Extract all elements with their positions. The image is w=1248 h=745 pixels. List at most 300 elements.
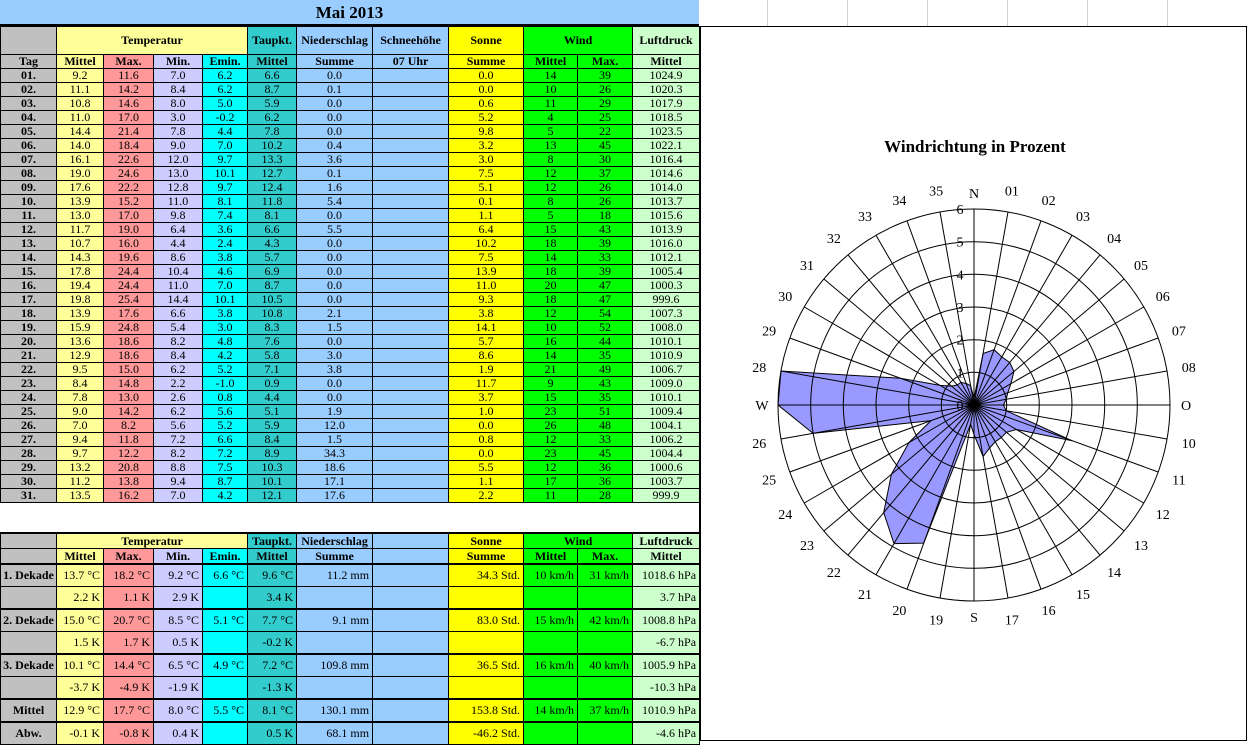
deviation-cell-mittel: 2.2 K [57,587,104,610]
summary-cell-luftdruck: 1010.9 hPa [633,699,700,722]
cell-schneehoehe [373,153,449,167]
cell-luftdruck: 1014.0 [633,181,700,195]
summary-cell-mittel: 13.7 °C [57,564,104,587]
direction-label: 15 [1076,587,1090,603]
day-row [1,433,700,447]
cell-taupkt: 7.6 [248,335,297,349]
cell-niederschlag: 17.1 [297,475,373,489]
cell-schneehoehe [373,209,449,223]
day-row [1,251,700,265]
sub-mittel: Mittel [57,55,104,69]
summary-cell-niederschlag: 9.1 mm [297,609,373,632]
cell-max: 15.2 [104,195,154,209]
cell-emin: -1.0 [203,377,248,391]
cell-niederschlag: 12.0 [297,419,373,433]
cell-taupkt: 4.4 [248,391,297,405]
deviation-cell-schneehoehe [373,587,449,610]
cell-max: 13.8 [104,475,154,489]
cell-schneehoehe [373,461,449,475]
day-row [1,489,700,503]
cell-wind-max: 36 [578,461,633,475]
cell-schneehoehe [373,489,449,503]
cell-mittel: 11.0 [57,111,104,125]
cell-luftdruck: 1010.1 [633,335,700,349]
cell-emin: 7.2 [203,447,248,461]
cell-sonne: 1.1 [449,475,524,489]
cell-day: 19. [1,321,57,335]
direction-label: 23 [800,539,814,555]
cell-wind-max: 18 [578,209,633,223]
cell-mittel: 16.1 [57,153,104,167]
summary-label: Abw. [1,722,57,745]
cell-max: 16.0 [104,237,154,251]
cell-max: 16.2 [104,489,154,503]
cell-wind-mittel: 18 [524,265,578,279]
cell-day: 06. [1,139,57,153]
cell-wind-max: 33 [578,433,633,447]
cell-sonne: 7.5 [449,251,524,265]
deviation-cell-wind-max [578,632,633,655]
direction-label: 19 [929,613,944,629]
cell-sonne: 5.7 [449,335,524,349]
cell-sonne: 11.7 [449,377,524,391]
cell-taupkt: 0.9 [248,377,297,391]
empty-grid-cells [699,0,1248,27]
deviation-label [1,632,57,655]
summary-cell-taupkt: 7.7 °C [248,609,297,632]
cell-schneehoehe [373,433,449,447]
cell-niederschlag: 3.0 [297,349,373,363]
cell-day: 08. [1,167,57,181]
summary-cell-wind-max: 42 km/h [578,609,633,632]
deviation-row [1,632,700,655]
cell-niederschlag: 17.6 [297,489,373,503]
cell-min: 5.4 [154,321,203,335]
cell-wind-mittel: 12 [524,167,578,181]
cell-taupkt: 7.8 [248,125,297,139]
cell-min: 10.4 [154,265,203,279]
sum-sub-emin: Emin. [203,549,248,565]
deviation-cell-max: 1.7 K [104,632,154,655]
cell-sonne: 5.5 [449,461,524,475]
cell-wind-mittel: 15 [524,391,578,405]
cell-taupkt: 7.1 [248,363,297,377]
summary-cell-max: 17.7 °C [104,699,154,722]
summary-cell-sonne: 153.8 Std. [449,699,524,722]
cell-day: 13. [1,237,57,251]
cell-max: 11.6 [104,69,154,83]
sub-wind-max: Max. [578,55,633,69]
cell-max: 19.0 [104,223,154,237]
cell-emin: 4.8 [203,335,248,349]
cell-schneehoehe [373,265,449,279]
summary-cell-niederschlag: 109.8 mm [297,654,373,677]
cell-min: 3.0 [154,111,203,125]
cell-sonne: 0.0 [449,419,524,433]
cell-schneehoehe [373,97,449,111]
cell-sonne: 1.1 [449,209,524,223]
cell-min: 2.2 [154,377,203,391]
cell-mittel: 12.9 [57,349,104,363]
summary-cell-emin: 5.5 °C [203,699,248,722]
ring-tick-label: 5 [956,235,964,251]
cell-luftdruck: 1008.0 [633,321,700,335]
cell-schneehoehe [373,181,449,195]
sum-sub-summe: Summe [297,549,373,565]
cell-max: 8.2 [104,419,154,433]
deviation-cell-taupkt: -0.2 K [248,632,297,655]
direction-label: 21 [858,587,872,603]
cell-day: 20. [1,335,57,349]
cell-taupkt: 10.1 [248,475,297,489]
summary-cell-wind-max [578,722,633,745]
cell-wind-mittel: 8 [524,195,578,209]
direction-label: 11 [1172,473,1186,489]
summary-cell-wind-max: 31 km/h [578,564,633,587]
day-row [1,405,700,419]
summary-cell-sonne: 34.3 Std. [449,564,524,587]
cell-min: 11.0 [154,195,203,209]
summary-cell-min: 6.5 °C [154,654,203,677]
cell-wind-max: 43 [578,377,633,391]
cell-emin: 4.2 [203,489,248,503]
sum-sub-min: Min. [154,549,203,565]
header-taupkt: Taupkt. [248,27,297,55]
cell-day: 04. [1,111,57,125]
summary-cell-max: 14.4 °C [104,654,154,677]
cell-emin: 7.0 [203,139,248,153]
cell-niederschlag: 0.1 [297,167,373,181]
sum-header-luftdruck: Luftdruck [633,533,700,549]
cell-max: 20.8 [104,461,154,475]
cell-sonne: 0.0 [449,447,524,461]
cell-max: 14.8 [104,377,154,391]
cell-max: 18.6 [104,335,154,349]
day-row [1,419,700,433]
summary-cell-niederschlag: 11.2 mm [297,564,373,587]
cell-sonne: 1.0 [449,405,524,419]
cell-wind-max: 33 [578,251,633,265]
corner-cell [1,27,57,55]
cell-min: 5.6 [154,419,203,433]
cell-day: 05. [1,125,57,139]
direction-label: 22 [826,566,841,581]
sub-min: Min. [154,55,203,69]
cell-luftdruck: 1009.4 [633,405,700,419]
deviation-label [1,587,57,610]
cell-emin: 3.0 [203,321,248,335]
summary-cell-max: -0.8 K [104,722,154,745]
summary-cell-sonne: 83.0 Std. [449,609,524,632]
cell-schneehoehe [373,349,449,363]
day-row [1,209,700,223]
cell-wind-mittel: 26 [524,419,578,433]
sum-sub-sonne: Summe [449,549,524,565]
cell-day: 12. [1,223,57,237]
summary-cell-max: 20.7 °C [104,609,154,632]
summary-cell-schneehoehe [373,654,449,677]
cell-day: 27. [1,433,57,447]
cell-mittel: 19.0 [57,167,104,181]
header-tag: Tag [1,55,57,69]
cell-schneehoehe [373,293,449,307]
cell-luftdruck: 999.6 [633,293,700,307]
cell-taupkt: 12.1 [248,489,297,503]
cell-min: 6.2 [154,363,203,377]
cell-day: 30. [1,475,57,489]
summary-cell-wind-mittel: 14 km/h [524,699,578,722]
cell-min: 7.0 [154,489,203,503]
cell-niederschlag: 0.1 [297,83,373,97]
cell-emin: 3.8 [203,307,248,321]
cell-schneehoehe [373,125,449,139]
deviation-cell-emin [203,677,248,700]
cell-max: 17.0 [104,111,154,125]
day-row [1,363,700,377]
cell-taupkt: 6.9 [248,265,297,279]
cell-mittel: 11.7 [57,223,104,237]
cell-sonne: 6.4 [449,223,524,237]
sub-nieder-summe: Summe [297,55,373,69]
cell-niederschlag: 0.0 [297,125,373,139]
cell-wind-max: 48 [578,419,633,433]
direction-label: 13 [1134,539,1148,555]
cell-wind-mittel: 16 [524,335,578,349]
ring-tick-label: 3 [956,301,964,316]
day-row [1,391,700,405]
deviation-cell-schneehoehe [373,677,449,700]
cell-max: 14.6 [104,97,154,111]
day-row [1,97,700,111]
cell-wind-mittel: 21 [524,363,578,377]
cell-taupkt: 5.9 [248,419,297,433]
cell-niederschlag: 1.5 [297,321,373,335]
cell-wind-max: 51 [578,405,633,419]
cell-emin: 5.0 [203,97,248,111]
cell-wind-max: 52 [578,321,633,335]
cell-wind-mittel: 5 [524,209,578,223]
summary-cell-mittel: 12.9 °C [57,699,104,722]
sum-sub-mittel: Mittel [57,549,104,565]
sub-wind-mittel: Mittel [524,55,578,69]
summary-cell-emin: 6.6 °C [203,564,248,587]
day-row [1,475,700,489]
day-row [1,125,700,139]
cell-taupkt: 10.2 [248,139,297,153]
deviation-cell-taupkt: -1.3 K [248,677,297,700]
deviation-cell-mittel: 1.5 K [57,632,104,655]
cell-max: 22.6 [104,153,154,167]
summary-cell-luftdruck: -4.6 hPa [633,722,700,745]
cell-wind-mittel: 14 [524,349,578,363]
summary-row [1,699,700,722]
cell-day: 14. [1,251,57,265]
cell-sonne: 10.2 [449,237,524,251]
cell-mittel: 9.4 [57,433,104,447]
cell-wind-mittel: 14 [524,251,578,265]
cell-luftdruck: 1024.9 [633,69,700,83]
cell-luftdruck: 1010.9 [633,349,700,363]
cell-min: 6.4 [154,223,203,237]
cell-min: 8.8 [154,461,203,475]
summary-row [1,564,700,587]
header-sonne: Sonne [449,27,524,55]
cell-day: 11. [1,209,57,223]
direction-label: 25 [762,473,777,489]
direction-label: 32 [826,232,841,247]
summary-cell-min: 0.4 K [154,722,203,745]
cardinal-label: O [1180,399,1192,414]
cell-luftdruck: 1023.5 [633,125,700,139]
cell-wind-max: 26 [578,195,633,209]
cell-min: 11.0 [154,279,203,293]
cell-max: 13.0 [104,391,154,405]
direction-label: 28 [752,361,767,377]
cell-schneehoehe [373,363,449,377]
cell-wind-max: 26 [578,83,633,97]
deviation-cell-taupkt: 3.4 K [248,587,297,610]
cell-min: 8.4 [154,83,203,97]
summary-cell-luftdruck: 1018.6 hPa [633,564,700,587]
direction-label: 07 [1171,324,1186,340]
summary-cell-mittel: 15.0 °C [57,609,104,632]
cell-schneehoehe [373,377,449,391]
cell-emin: 3.8 [203,251,248,265]
cell-wind-mittel: 8 [524,153,578,167]
deviation-cell-sonne [449,677,524,700]
cell-luftdruck: 1009.0 [633,377,700,391]
cell-mittel: 14.4 [57,125,104,139]
cardinal-label: W [755,399,769,414]
direction-label: 12 [1155,508,1170,523]
cell-emin: 2.4 [203,237,248,251]
summary-cell-schneehoehe [373,699,449,722]
cell-sonne: 0.8 [449,433,524,447]
summary-label: 2. Dekade [1,609,57,632]
cell-luftdruck: 1007.3 [633,307,700,321]
cell-max: 24.8 [104,321,154,335]
header-temperatur: Temperatur [57,27,248,55]
summary-cell-taupkt: 9.6 °C [248,564,297,587]
cell-mittel: 10.7 [57,237,104,251]
cell-max: 22.2 [104,181,154,195]
day-row [1,321,700,335]
day-row [1,83,700,97]
cell-schneehoehe [373,279,449,293]
header-luftdruck: Luftdruck [633,27,700,55]
summary-cell-emin: 5.1 °C [203,609,248,632]
ring-tick-label: 0 [956,399,964,414]
sum-header-empty [373,533,449,549]
cell-wind-mittel: 11 [524,489,578,503]
summary-row [1,722,700,745]
deviation-row [1,587,700,610]
cell-luftdruck: 1003.7 [633,475,700,489]
cell-emin: 5.2 [203,419,248,433]
cell-wind-max: 45 [578,447,633,461]
cell-wind-mittel: 23 [524,405,578,419]
summary-cell-mittel: 10.1 °C [57,654,104,677]
cell-day: 24. [1,391,57,405]
cell-mittel: 8.4 [57,377,104,391]
cell-min: 8.0 [154,97,203,111]
cell-emin: 0.8 [203,391,248,405]
cell-sonne: 5.2 [449,111,524,125]
ring-tick-label: 1 [956,366,964,382]
ring-tick-label: 2 [956,333,964,349]
cell-luftdruck: 1020.3 [633,83,700,97]
cardinal-label: N [968,187,980,202]
deviation-cell-luftdruck: 3.7 hPa [633,587,700,610]
summary-cell-taupkt: 8.1 °C [248,699,297,722]
cell-luftdruck: 1000.3 [633,279,700,293]
sum-corner [1,533,57,549]
summary-cell-wind-mittel [524,722,578,745]
direction-label: 14 [1107,566,1122,581]
cell-niederschlag: 3.8 [297,363,373,377]
deviation-cell-min: 2.9 K [154,587,203,610]
deviation-cell-emin [203,632,248,655]
direction-label: 30 [778,290,793,305]
cell-wind-mittel: 9 [524,377,578,391]
cell-mittel: 11.2 [57,475,104,489]
cell-niederschlag: 0.0 [297,69,373,83]
cell-schneehoehe [373,391,449,405]
cell-mittel: 13.2 [57,461,104,475]
deviation-cell-wind-max [578,677,633,700]
cell-mittel: 13.9 [57,307,104,321]
cell-day: 01. [1,69,57,83]
cell-min: 6.2 [154,405,203,419]
cell-max: 15.0 [104,363,154,377]
cell-luftdruck: 1016.4 [633,153,700,167]
cell-min: 13.0 [154,167,203,181]
cell-sonne: 1.9 [449,363,524,377]
cell-niederschlag: 0.0 [297,293,373,307]
deviation-cell-sonne [449,632,524,655]
cell-luftdruck: 1000.6 [633,461,700,475]
sum-header-taupkt: Taupkt. [248,533,297,549]
deviation-cell-niederschlag [297,632,373,655]
sum-header-wind: Wind [524,533,633,549]
cell-day: 02. [1,83,57,97]
direction-label: 10 [1181,436,1196,452]
deviation-cell-sonne [449,587,524,610]
summary-cell-schneehoehe [373,564,449,587]
cell-mittel: 9.2 [57,69,104,83]
summary-cell-taupkt: 0.5 K [248,722,297,745]
cell-emin: 6.2 [203,69,248,83]
cell-niederschlag: 0.0 [297,251,373,265]
cell-wind-max: 29 [578,97,633,111]
cell-min: 2.6 [154,391,203,405]
cell-sonne: 3.2 [449,139,524,153]
cell-schneehoehe [373,447,449,461]
cell-emin: 8.1 [203,195,248,209]
header-wind: Wind [524,27,633,55]
cell-wind-mittel: 13 [524,139,578,153]
cell-niederschlag: 2.1 [297,307,373,321]
cell-day: 15. [1,265,57,279]
day-row [1,139,700,153]
direction-label: 29 [762,324,777,340]
cell-wind-max: 45 [578,139,633,153]
day-row [1,153,700,167]
cell-sonne: 0.0 [449,83,524,97]
cell-schneehoehe [373,335,449,349]
cell-min: 4.4 [154,237,203,251]
cell-day: 23. [1,377,57,391]
